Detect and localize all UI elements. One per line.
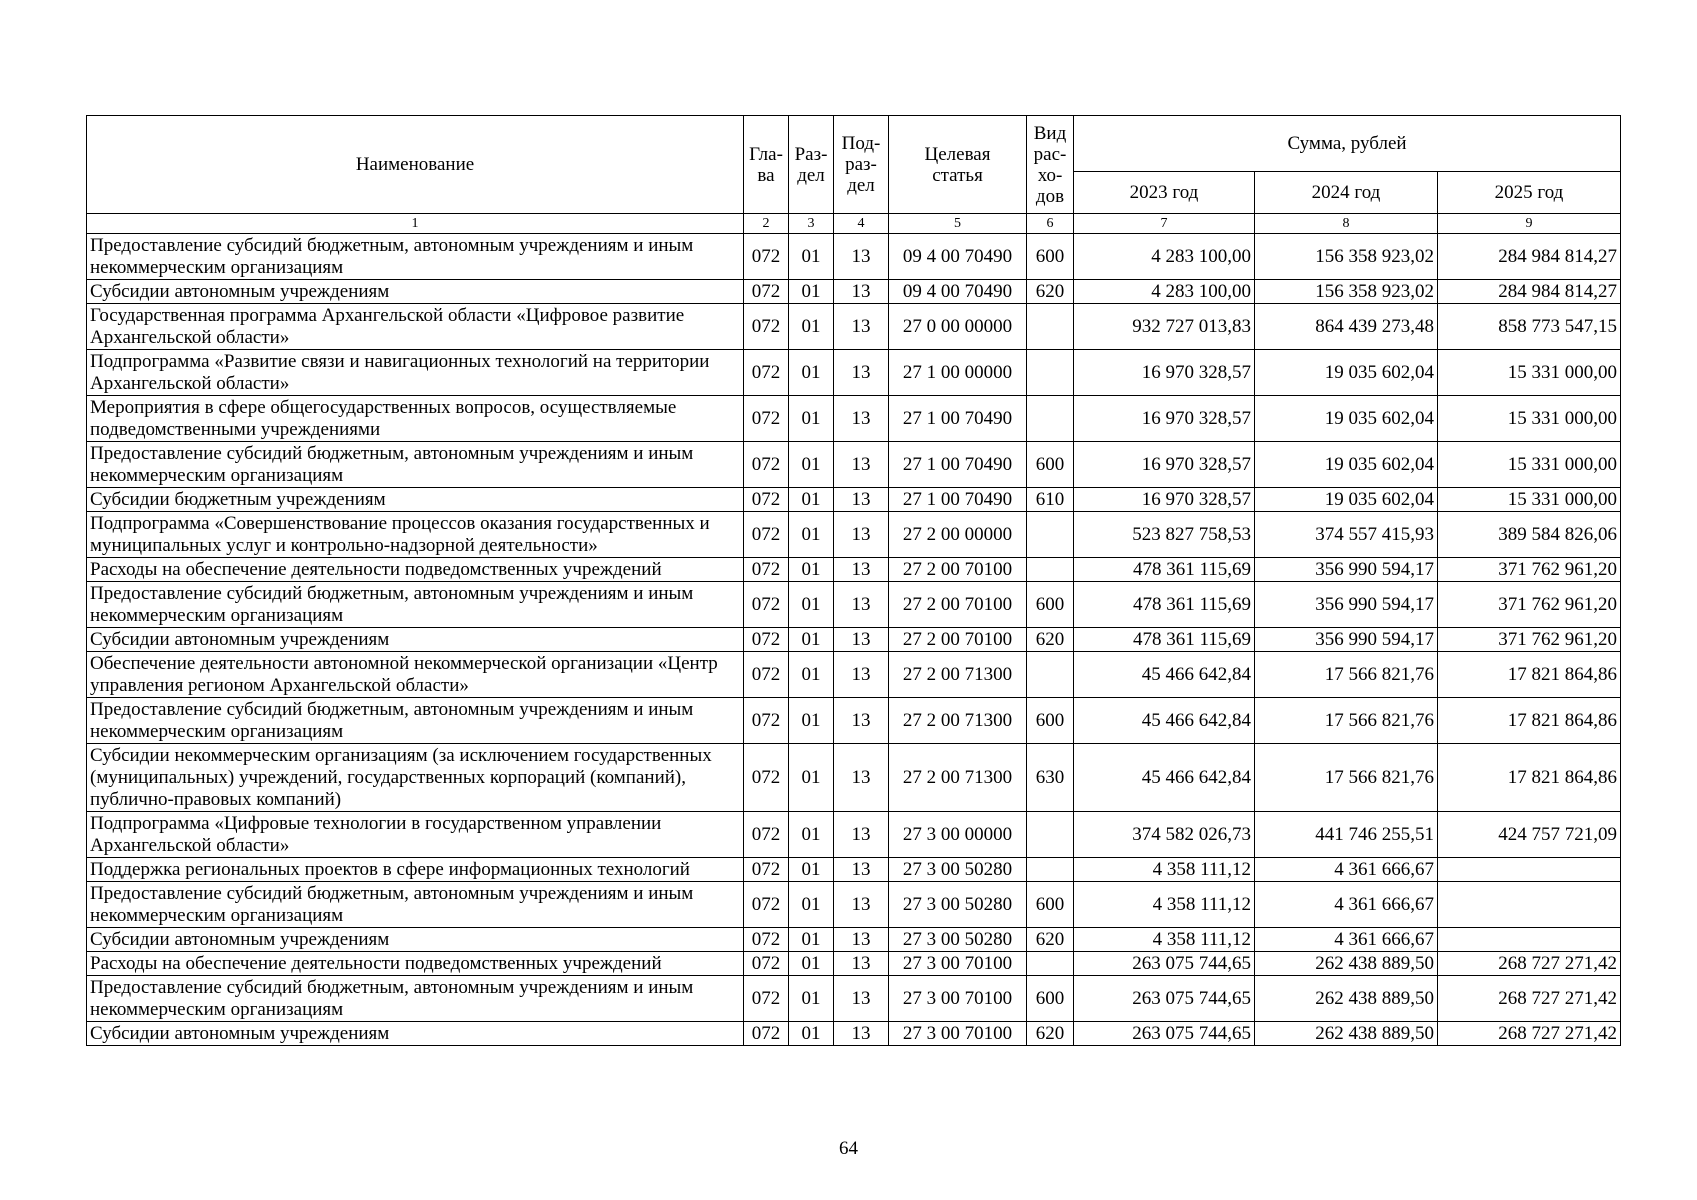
row-razdel: 01 <box>789 234 834 280</box>
column-number: 4 <box>834 214 889 234</box>
row-sum-2024: 4 361 666,67 <box>1255 858 1438 882</box>
column-number: 5 <box>889 214 1027 234</box>
row-sum-2023: 45 466 642,84 <box>1074 698 1255 744</box>
row-podrazdel: 13 <box>834 558 889 582</box>
row-sum-2025: 15 331 000,00 <box>1438 488 1621 512</box>
header-year-2024: 2024 год <box>1255 172 1438 214</box>
row-celevaya-statya: 27 2 00 71300 <box>889 698 1027 744</box>
row-podrazdel: 13 <box>834 928 889 952</box>
header-razdel: Раз- дел <box>789 116 834 214</box>
header-year-2023: 2023 год <box>1074 172 1255 214</box>
row-vid-rashodov <box>1027 350 1074 396</box>
row-sum-2023: 16 970 328,57 <box>1074 442 1255 488</box>
row-name: Мероприятия в сфере общегосударственных вопросов, осуществляемые подведомственными учреждениями <box>87 396 744 442</box>
header-celevaya-statya: Целевая статья <box>889 116 1027 214</box>
row-razdel: 01 <box>789 350 834 396</box>
row-razdel: 01 <box>789 512 834 558</box>
table-row <box>87 280 1621 304</box>
row-celevaya-statya: 27 3 00 70100 <box>889 976 1027 1022</box>
row-sum-2023: 478 361 115,69 <box>1074 558 1255 582</box>
row-sum-2025 <box>1438 882 1621 928</box>
row-celevaya-statya: 27 1 00 00000 <box>889 350 1027 396</box>
row-sum-2023: 45 466 642,84 <box>1074 744 1255 812</box>
table-row <box>87 442 1621 488</box>
row-sum-2023: 4 283 100,00 <box>1074 280 1255 304</box>
row-sum-2025: 268 727 271,42 <box>1438 952 1621 976</box>
row-sum-2024: 356 990 594,17 <box>1255 628 1438 652</box>
row-glava: 072 <box>744 744 789 812</box>
row-podrazdel: 13 <box>834 512 889 558</box>
row-glava: 072 <box>744 698 789 744</box>
row-sum-2025: 371 762 961,20 <box>1438 628 1621 652</box>
row-podrazdel: 13 <box>834 582 889 628</box>
row-sum-2025: 389 584 826,06 <box>1438 512 1621 558</box>
row-name: Подпрограмма «Цифровые технологии в государственном управлении Архангельской области» <box>87 812 744 858</box>
row-name: Предоставление субсидий бюджетным, автономным учреждениям и иным некоммерческим организациям <box>87 882 744 928</box>
row-podrazdel: 13 <box>834 628 889 652</box>
column-number: 1 <box>87 214 744 234</box>
row-sum-2024: 441 746 255,51 <box>1255 812 1438 858</box>
row-name: Расходы на обеспечение деятельности подведомственных учреждений <box>87 558 744 582</box>
row-name: Расходы на обеспечение деятельности подведомственных учреждений <box>87 952 744 976</box>
row-sum-2024: 19 035 602,04 <box>1255 488 1438 512</box>
row-sum-2023: 4 358 111,12 <box>1074 928 1255 952</box>
row-razdel: 01 <box>789 442 834 488</box>
row-glava: 072 <box>744 812 789 858</box>
table-row <box>87 698 1621 744</box>
row-celevaya-statya: 27 3 00 00000 <box>889 812 1027 858</box>
row-celevaya-statya: 27 2 00 71300 <box>889 652 1027 698</box>
row-sum-2023: 478 361 115,69 <box>1074 582 1255 628</box>
row-razdel: 01 <box>789 558 834 582</box>
row-sum-2023: 16 970 328,57 <box>1074 488 1255 512</box>
row-celevaya-statya: 27 2 00 70100 <box>889 558 1027 582</box>
row-glava: 072 <box>744 396 789 442</box>
table-row <box>87 488 1621 512</box>
column-number: 8 <box>1255 214 1438 234</box>
row-sum-2024: 374 557 415,93 <box>1255 512 1438 558</box>
row-razdel: 01 <box>789 744 834 812</box>
row-name: Предоставление субсидий бюджетным, автономным учреждениям и иным некоммерческим организациям <box>87 976 744 1022</box>
row-sum-2025: 15 331 000,00 <box>1438 442 1621 488</box>
row-sum-2023: 4 283 100,00 <box>1074 234 1255 280</box>
table-row <box>87 304 1621 350</box>
row-celevaya-statya: 27 3 00 50280 <box>889 928 1027 952</box>
table-row <box>87 976 1621 1022</box>
row-name: Субсидии автономным учреждениям <box>87 280 744 304</box>
row-podrazdel: 13 <box>834 350 889 396</box>
row-sum-2023: 263 075 744,65 <box>1074 976 1255 1022</box>
table-row <box>87 628 1621 652</box>
row-sum-2023: 932 727 013,83 <box>1074 304 1255 350</box>
row-razdel: 01 <box>789 280 834 304</box>
row-podrazdel: 13 <box>834 744 889 812</box>
row-sum-2025: 17 821 864,86 <box>1438 652 1621 698</box>
row-razdel: 01 <box>789 812 834 858</box>
row-vid-rashodov: 620 <box>1027 1022 1074 1046</box>
row-sum-2025: 17 821 864,86 <box>1438 744 1621 812</box>
row-sum-2024: 356 990 594,17 <box>1255 582 1438 628</box>
table-row <box>87 350 1621 396</box>
row-podrazdel: 13 <box>834 442 889 488</box>
table-row <box>87 512 1621 558</box>
table-row <box>87 812 1621 858</box>
row-glava: 072 <box>744 1022 789 1046</box>
row-glava: 072 <box>744 652 789 698</box>
row-razdel: 01 <box>789 952 834 976</box>
row-sum-2025: 268 727 271,42 <box>1438 1022 1621 1046</box>
row-name: Предоставление субсидий бюджетным, автономным учреждениям и иным некоммерческим организациям <box>87 234 744 280</box>
row-podrazdel: 13 <box>834 234 889 280</box>
row-sum-2023: 374 582 026,73 <box>1074 812 1255 858</box>
row-sum-2024: 864 439 273,48 <box>1255 304 1438 350</box>
row-name: Государственная программа Архангельской области «Цифровое развитие Архангельской области» <box>87 304 744 350</box>
row-celevaya-statya: 27 2 00 71300 <box>889 744 1027 812</box>
header-podrazdel: Под- раз- дел <box>834 116 889 214</box>
row-name: Субсидии автономным учреждениям <box>87 928 744 952</box>
row-celevaya-statya: 27 1 00 70490 <box>889 442 1027 488</box>
row-celevaya-statya: 27 1 00 70490 <box>889 488 1027 512</box>
row-sum-2024: 156 358 923,02 <box>1255 280 1438 304</box>
row-glava: 072 <box>744 952 789 976</box>
table-row <box>87 952 1621 976</box>
row-glava: 072 <box>744 558 789 582</box>
row-sum-2024: 19 035 602,04 <box>1255 396 1438 442</box>
row-podrazdel: 13 <box>834 812 889 858</box>
row-celevaya-statya: 27 3 00 70100 <box>889 952 1027 976</box>
row-vid-rashodov <box>1027 396 1074 442</box>
row-vid-rashodov: 600 <box>1027 698 1074 744</box>
row-vid-rashodov <box>1027 652 1074 698</box>
row-sum-2023: 523 827 758,53 <box>1074 512 1255 558</box>
row-name: Предоставление субсидий бюджетным, автономным учреждениям и иным некоммерческим организациям <box>87 442 744 488</box>
row-podrazdel: 13 <box>834 976 889 1022</box>
row-name: Поддержка региональных проектов в сфере информационных технологий <box>87 858 744 882</box>
row-vid-rashodov: 620 <box>1027 628 1074 652</box>
row-vid-rashodov: 620 <box>1027 928 1074 952</box>
row-podrazdel: 13 <box>834 280 889 304</box>
row-glava: 072 <box>744 234 789 280</box>
row-sum-2025: 371 762 961,20 <box>1438 558 1621 582</box>
column-number-row <box>87 214 1621 234</box>
row-sum-2024: 262 438 889,50 <box>1255 952 1438 976</box>
row-sum-2024: 262 438 889,50 <box>1255 1022 1438 1046</box>
row-sum-2025: 17 821 864,86 <box>1438 698 1621 744</box>
header-year-2025: 2025 год <box>1438 172 1621 214</box>
row-sum-2024: 19 035 602,04 <box>1255 350 1438 396</box>
row-razdel: 01 <box>789 652 834 698</box>
row-sum-2024: 19 035 602,04 <box>1255 442 1438 488</box>
header-glava: Гла- ва <box>744 116 789 214</box>
row-sum-2024: 262 438 889,50 <box>1255 976 1438 1022</box>
table-row <box>87 744 1621 812</box>
row-celevaya-statya: 27 2 00 70100 <box>889 628 1027 652</box>
column-number: 6 <box>1027 214 1074 234</box>
row-glava: 072 <box>744 350 789 396</box>
row-podrazdel: 13 <box>834 858 889 882</box>
table-row <box>87 928 1621 952</box>
row-razdel: 01 <box>789 628 834 652</box>
row-sum-2023: 45 466 642,84 <box>1074 652 1255 698</box>
row-vid-rashodov: 600 <box>1027 582 1074 628</box>
row-razdel: 01 <box>789 582 834 628</box>
row-vid-rashodov <box>1027 812 1074 858</box>
row-razdel: 01 <box>789 928 834 952</box>
table-row <box>87 582 1621 628</box>
row-podrazdel: 13 <box>834 882 889 928</box>
table-row <box>87 396 1621 442</box>
row-celevaya-statya: 27 3 00 70100 <box>889 1022 1027 1046</box>
row-vid-rashodov: 600 <box>1027 234 1074 280</box>
row-name: Обеспечение деятельности автономной некоммерческой организации «Центр управления регионом Архангельской области» <box>87 652 744 698</box>
row-sum-2025: 15 331 000,00 <box>1438 396 1621 442</box>
row-name: Подпрограмма «Развитие связи и навигационных технологий на территории Архангельской области» <box>87 350 744 396</box>
row-podrazdel: 13 <box>834 396 889 442</box>
header-row-top <box>87 116 1621 172</box>
row-sum-2025: 284 984 814,27 <box>1438 280 1621 304</box>
row-sum-2025: 858 773 547,15 <box>1438 304 1621 350</box>
table-row <box>87 858 1621 882</box>
row-sum-2025: 284 984 814,27 <box>1438 234 1621 280</box>
table-row <box>87 558 1621 582</box>
row-sum-2023: 16 970 328,57 <box>1074 396 1255 442</box>
row-celevaya-statya: 27 3 00 50280 <box>889 858 1027 882</box>
row-celevaya-statya: 27 2 00 70100 <box>889 582 1027 628</box>
row-razdel: 01 <box>789 304 834 350</box>
column-number: 2 <box>744 214 789 234</box>
row-name: Подпрограмма «Совершенствование процессов оказания государственных и муниципальных услуг и контрольно-надзорной деятельности» <box>87 512 744 558</box>
row-glava: 072 <box>744 582 789 628</box>
row-celevaya-statya: 09 4 00 70490 <box>889 234 1027 280</box>
header-summa: Сумма, рублей <box>1074 116 1621 172</box>
row-sum-2023: 16 970 328,57 <box>1074 350 1255 396</box>
row-name: Субсидии автономным учреждениям <box>87 628 744 652</box>
row-vid-rashodov: 600 <box>1027 976 1074 1022</box>
page-number: 64 <box>839 1138 858 1159</box>
budget-table <box>86 115 1621 1046</box>
row-vid-rashodov: 600 <box>1027 882 1074 928</box>
row-glava: 072 <box>744 488 789 512</box>
row-sum-2024: 356 990 594,17 <box>1255 558 1438 582</box>
row-razdel: 01 <box>789 488 834 512</box>
row-vid-rashodov: 630 <box>1027 744 1074 812</box>
row-sum-2025: 268 727 271,42 <box>1438 976 1621 1022</box>
table-body <box>87 234 1621 1046</box>
row-vid-rashodov: 620 <box>1027 280 1074 304</box>
column-number: 9 <box>1438 214 1621 234</box>
row-vid-rashodov <box>1027 558 1074 582</box>
row-podrazdel: 13 <box>834 304 889 350</box>
row-sum-2023: 478 361 115,69 <box>1074 628 1255 652</box>
row-name: Субсидии некоммерческим организациям (за исключением государственных (муниципальных) учреждений, государственных корпораций (компаний), публично-правовых компаний) <box>87 744 744 812</box>
row-razdel: 01 <box>789 858 834 882</box>
row-sum-2025: 15 331 000,00 <box>1438 350 1621 396</box>
row-sum-2025: 424 757 721,09 <box>1438 812 1621 858</box>
row-glava: 072 <box>744 976 789 1022</box>
row-sum-2023: 263 075 744,65 <box>1074 1022 1255 1046</box>
header-name: Наименование <box>87 116 744 214</box>
row-sum-2023: 4 358 111,12 <box>1074 858 1255 882</box>
row-sum-2024: 17 566 821,76 <box>1255 652 1438 698</box>
row-vid-rashodov <box>1027 512 1074 558</box>
row-celevaya-statya: 09 4 00 70490 <box>889 280 1027 304</box>
row-podrazdel: 13 <box>834 652 889 698</box>
row-glava: 072 <box>744 928 789 952</box>
row-sum-2023: 4 358 111,12 <box>1074 882 1255 928</box>
row-name: Субсидии бюджетным учреждениям <box>87 488 744 512</box>
row-celevaya-statya: 27 3 00 50280 <box>889 882 1027 928</box>
row-name: Субсидии автономным учреждениям <box>87 1022 744 1046</box>
row-glava: 072 <box>744 280 789 304</box>
row-sum-2024: 4 361 666,67 <box>1255 882 1438 928</box>
row-glava: 072 <box>744 442 789 488</box>
column-number: 3 <box>789 214 834 234</box>
table-row <box>87 1022 1621 1046</box>
row-podrazdel: 13 <box>834 698 889 744</box>
column-number: 7 <box>1074 214 1255 234</box>
row-sum-2023: 263 075 744,65 <box>1074 952 1255 976</box>
row-name: Предоставление субсидий бюджетным, автономным учреждениям и иным некоммерческим организациям <box>87 698 744 744</box>
row-sum-2024: 156 358 923,02 <box>1255 234 1438 280</box>
row-glava: 072 <box>744 858 789 882</box>
row-podrazdel: 13 <box>834 488 889 512</box>
row-glava: 072 <box>744 512 789 558</box>
row-sum-2024: 4 361 666,67 <box>1255 928 1438 952</box>
row-podrazdel: 13 <box>834 952 889 976</box>
row-razdel: 01 <box>789 976 834 1022</box>
row-glava: 072 <box>744 304 789 350</box>
row-vid-rashodov: 600 <box>1027 442 1074 488</box>
row-sum-2025 <box>1438 928 1621 952</box>
row-vid-rashodov <box>1027 952 1074 976</box>
row-razdel: 01 <box>789 1022 834 1046</box>
row-sum-2024: 17 566 821,76 <box>1255 744 1438 812</box>
row-glava: 072 <box>744 882 789 928</box>
row-celevaya-statya: 27 0 00 00000 <box>889 304 1027 350</box>
row-sum-2024: 17 566 821,76 <box>1255 698 1438 744</box>
row-name: Предоставление субсидий бюджетным, автономным учреждениям и иным некоммерческим организациям <box>87 582 744 628</box>
table-row <box>87 234 1621 280</box>
row-razdel: 01 <box>789 882 834 928</box>
row-razdel: 01 <box>789 396 834 442</box>
row-vid-rashodov: 610 <box>1027 488 1074 512</box>
table-row <box>87 882 1621 928</box>
row-vid-rashodov <box>1027 304 1074 350</box>
header-vid-rashodov: Вид рас- хо- дов <box>1027 116 1074 214</box>
row-glava: 072 <box>744 628 789 652</box>
row-celevaya-statya: 27 2 00 00000 <box>889 512 1027 558</box>
row-celevaya-statya: 27 1 00 70490 <box>889 396 1027 442</box>
table-row <box>87 652 1621 698</box>
row-sum-2025 <box>1438 858 1621 882</box>
row-razdel: 01 <box>789 698 834 744</box>
row-podrazdel: 13 <box>834 1022 889 1046</box>
row-vid-rashodov <box>1027 858 1074 882</box>
row-sum-2025: 371 762 961,20 <box>1438 582 1621 628</box>
